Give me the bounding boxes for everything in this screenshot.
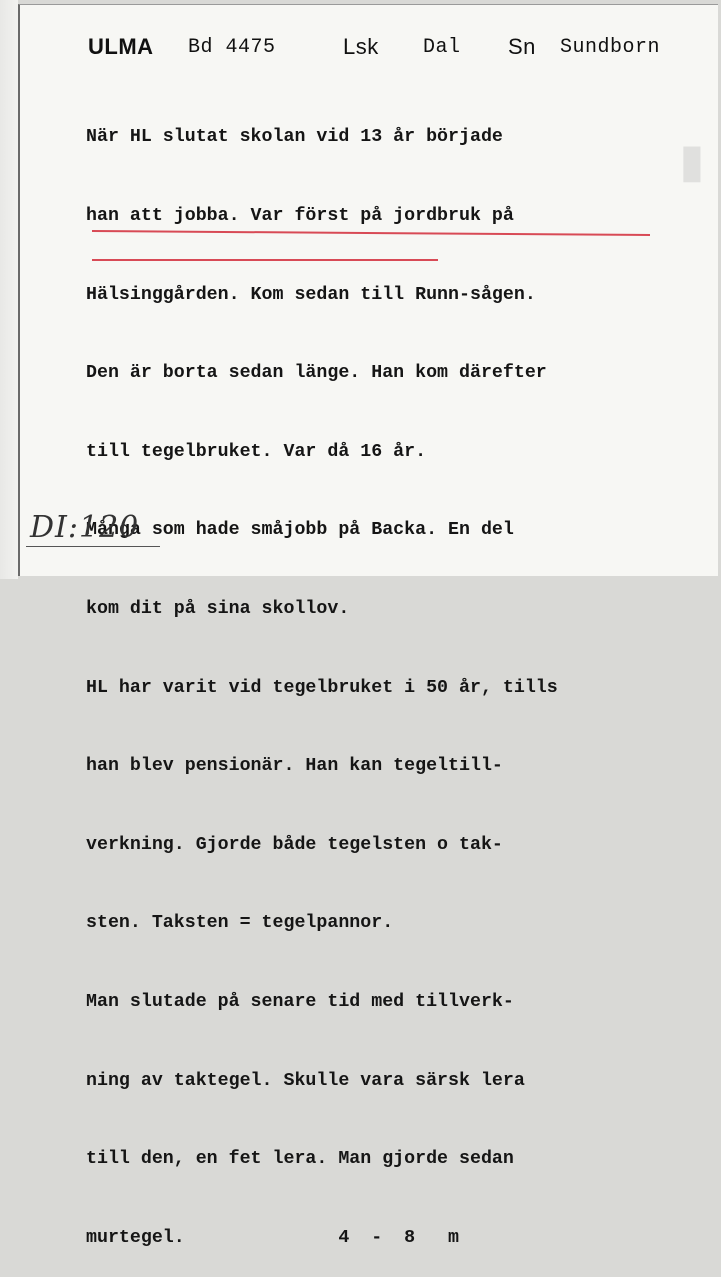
body-line: sten. Taksten = tegelpannor. [86, 913, 394, 934]
body-line: Man slutade på senare tid med tillverk- [86, 991, 514, 1012]
body-line: verkning. Gjorde både tegelsten o tak- [86, 834, 503, 855]
red-underline [92, 259, 438, 261]
body-line-underlined: Många som hade småjobb på Backa. En del [86, 520, 514, 541]
body-line: till den, en fet lera. Man gjorde sedan [86, 1149, 514, 1170]
card-body-text [86, 72, 558, 1277]
show-through-text: ▮ [673, 131, 710, 199]
header-lsk-value: Dal [423, 36, 461, 59]
body-line: han blev pensionär. Han kan tegeltill- [86, 756, 503, 777]
header-bd-number: Bd 4475 [188, 36, 276, 59]
handwritten-signature: DI:120 [30, 510, 140, 545]
body-line: murtegel. 4 - 8 m [86, 1227, 459, 1248]
header-lsk-label: Lsk [343, 34, 379, 59]
body-line: Den är borta sedan länge. Han kom därefter [86, 363, 547, 384]
body-line: När HL slutat skolan vid 13 år började [86, 127, 503, 148]
body-line: Hälsinggården. Kom sedan till Runn-sågen. [86, 284, 536, 305]
body-line: till tegelbruket. Var då 16 år. [86, 441, 427, 462]
body-line: HL har varit vid tegelbruket i 50 år, tills [86, 677, 558, 698]
body-line: han att jobba. Var först på jordbruk på [86, 206, 514, 226]
header-ulma: ULMA [88, 34, 154, 59]
scan-edge [0, 0, 18, 579]
body-line: ning av taktegel. Skulle vara särsk lera [86, 1070, 525, 1091]
body-line-underlined: kom dit på sina skollov. [86, 598, 350, 619]
header-sn-label: Sn [508, 34, 536, 59]
header-sn-value: Sundborn [560, 36, 661, 59]
signature-underline [26, 546, 160, 547]
